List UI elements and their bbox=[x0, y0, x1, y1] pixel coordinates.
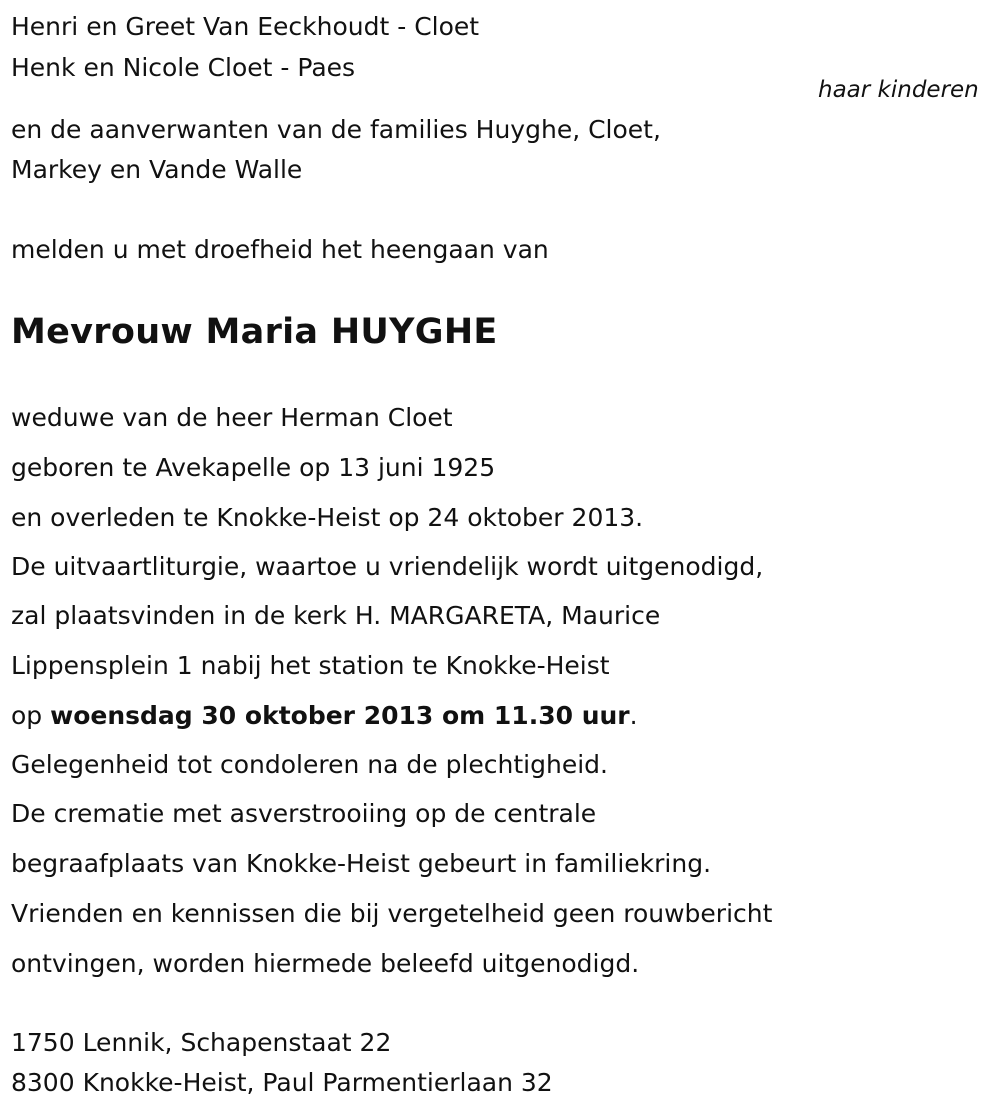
service-date-line bbox=[11, 703, 638, 728]
children-line-2: Henk en Nicole Cloet - Paes bbox=[11, 53, 356, 82]
birth-line: geboren te Avekapelle op 13 juni 1925 bbox=[11, 453, 496, 482]
invite-line-2: ontvingen, worden hiermede beleefd uitgenodigd. bbox=[11, 949, 640, 978]
service-date-prefix: op bbox=[11, 701, 51, 730]
liturgy-line-2: zal plaatsvinden in de kerk H. MARGARETA, Maurice bbox=[11, 601, 661, 630]
relatives-line-1: en de aanverwanten van de families Huyghe, Cloet, bbox=[11, 115, 661, 144]
cremation-line-2: begraafplaats van Knokke-Heist gebeurt in familiekring. bbox=[11, 849, 712, 878]
children-line-1: Henri en Greet Van Eeckhoudt - Cloet bbox=[11, 12, 480, 41]
invite-line-1: Vrienden en kennissen die bij vergetelheid geen rouwbericht bbox=[11, 899, 773, 928]
address-line-1: 1750 Lennik, Schapenstaat 22 bbox=[11, 1028, 392, 1057]
service-date: woensdag 30 oktober 2013 om 11.30 uur bbox=[50, 701, 630, 730]
liturgy-line-3: Lippensplein 1 nabij het station te Knokke-Heist bbox=[11, 651, 610, 680]
address-line-2: 8300 Knokke-Heist, Paul Parmentierlaan 32 bbox=[11, 1068, 553, 1097]
death-line: en overleden te Knokke-Heist op 24 oktober 2013. bbox=[11, 503, 644, 532]
service-date-suffix: . bbox=[629, 701, 638, 730]
deceased-name: Mevrouw Maria HUYGHE bbox=[11, 312, 498, 352]
widow-of-line: weduwe van de heer Herman Cloet bbox=[11, 403, 453, 432]
relatives-line-2: Markey en Vande Walle bbox=[11, 155, 303, 184]
condolences-line: Gelegenheid tot condoleren na de plechtigheid. bbox=[11, 750, 608, 779]
children-label: haar kinderen bbox=[818, 77, 979, 103]
announcement-text: melden u met droefheid het heengaan van bbox=[11, 235, 549, 264]
cremation-line-1: De crematie met asverstrooiing op de centrale bbox=[11, 799, 597, 828]
liturgy-line-1: De uitvaartliturgie, waartoe u vriendelijk wordt uitgenodigd, bbox=[11, 552, 764, 581]
